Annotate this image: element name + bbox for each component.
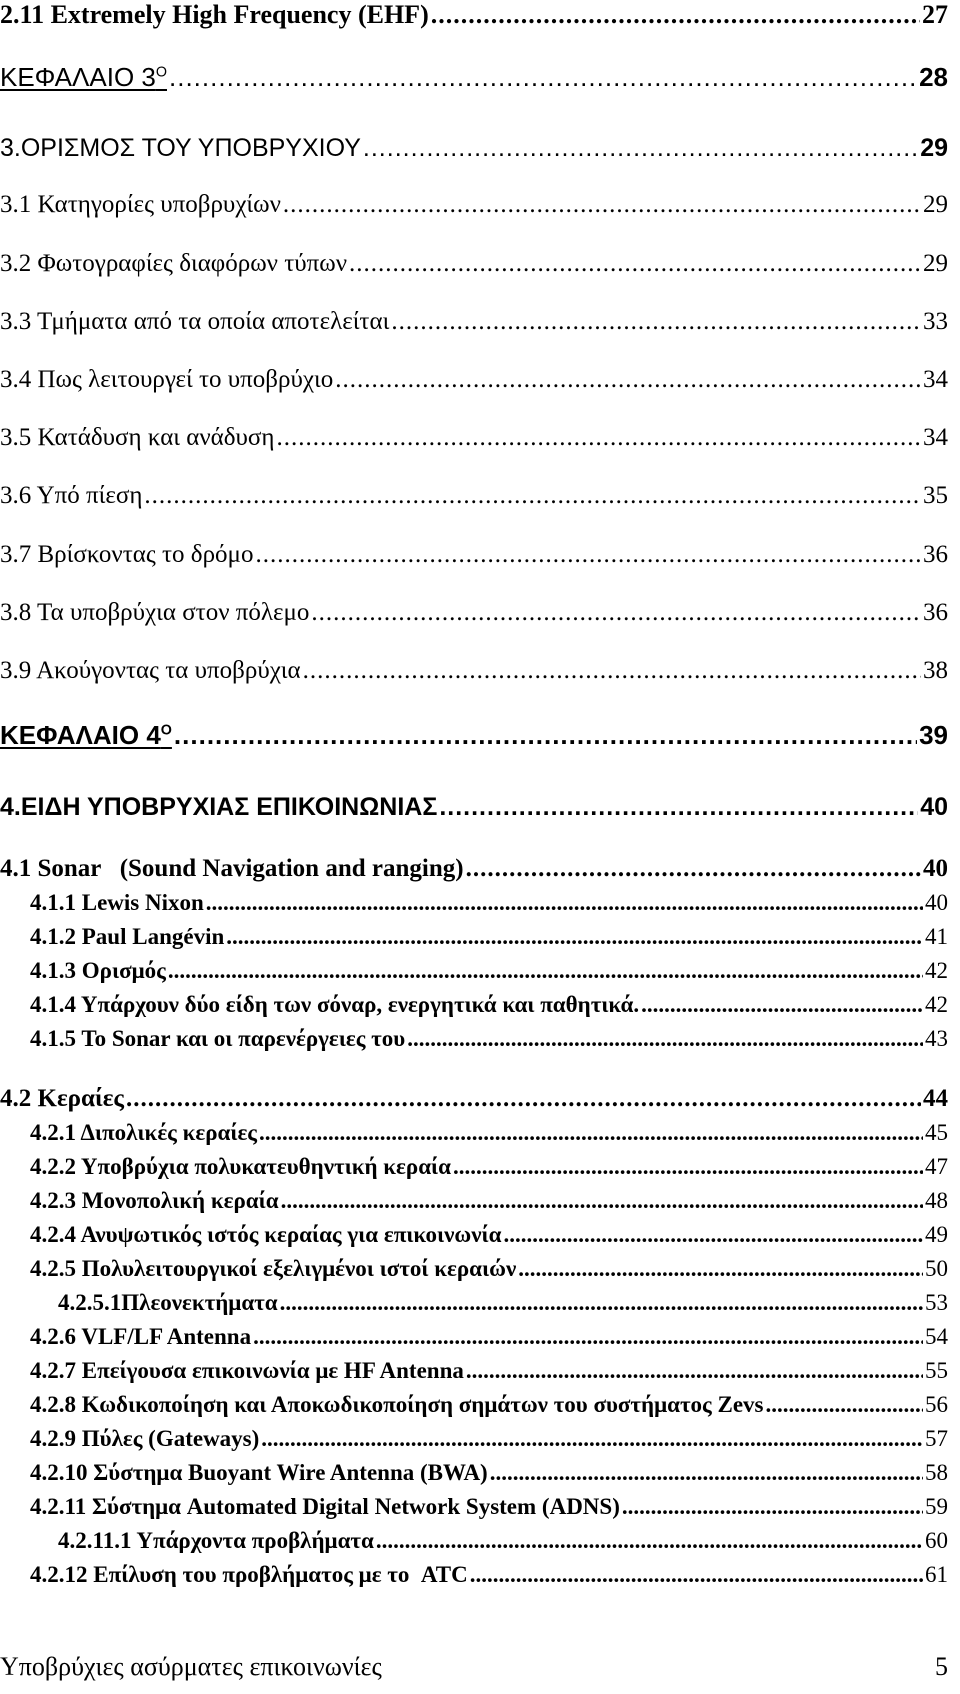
toc-entry-page: 49 (925, 1222, 948, 1247)
toc-entry-3-4[interactable] (0, 366, 948, 394)
toc-dot-leader (391, 308, 921, 336)
toc-entry-3-1[interactable] (0, 191, 948, 219)
toc-entry-page: 50 (925, 1256, 948, 1281)
toc-entry-label: 4.ΕΙΔΗ ΥΠΟΒΡΥΧΙΑΣ ΕΠΙΚΟΙΝΩΝΙΑΣ (0, 793, 438, 821)
toc-entry-page: 60 (925, 1528, 948, 1553)
toc-dot-leader (126, 1085, 921, 1113)
toc-dot-leader (641, 992, 923, 1018)
toc-entry-4-2-6[interactable] (0, 1324, 948, 1350)
toc-entry-4-1[interactable] (0, 855, 948, 883)
toc-entry-label: 4.2.7 Επείγουσα επικοινωνία με HF Antenna (30, 1358, 464, 1383)
toc-entry-label: 4.2.9 Πύλες (Gateways) (30, 1426, 260, 1451)
toc-entry-page: 40 (923, 855, 948, 882)
toc-entry-4-1-3[interactable] (0, 958, 948, 984)
toc-entry-label: 4.2.11.1 Υπάρχοντα προβλήματα (58, 1528, 374, 1553)
toc-entry-4-2-7[interactable] (0, 1358, 948, 1384)
toc-dot-leader (466, 855, 921, 883)
toc-entry-label: ΚΕΦΑΛΑΙΟ $4^O$ (0, 720, 172, 750)
toc-entry-label: 3.5 Κατάδυση και ανάδυση (0, 424, 275, 451)
toc-dot-leader (144, 482, 921, 510)
toc-dot-leader (255, 541, 921, 569)
toc-entry-4-2[interactable] (0, 1085, 948, 1113)
toc-entry-4-2-2[interactable] (0, 1154, 948, 1180)
toc-entry-2-11[interactable] (0, 0, 948, 30)
toc-entry-page: 34 (923, 366, 948, 393)
toc-dot-leader (261, 1426, 923, 1452)
toc-dot-leader (504, 1222, 924, 1248)
toc-entry-page: 36 (923, 599, 948, 626)
toc-dot-leader (277, 424, 922, 452)
toc-entry-label: 4.2.2 Υποβρύχια πολυκατευθηντική κεραία (30, 1154, 451, 1179)
toc-entry-label: 2.11 Extremely High Frequency (EHF) (0, 0, 429, 29)
toc-dot-leader (169, 62, 917, 93)
toc-dot-leader (253, 1324, 923, 1350)
toc-entry-4-2-5-1[interactable] (0, 1290, 948, 1316)
toc-entry-label: 4.1.4 Υπάρχουν δύο είδη των σόναρ, ενεργητικά και παθητικά. (30, 992, 640, 1017)
toc-entry-4[interactable] (0, 793, 948, 822)
toc-entry-label: 4.2.4 Ανυψωτικός ιστός κεραίας για επικοινωνία (30, 1222, 502, 1247)
toc-dot-leader (311, 599, 921, 627)
toc-entry-3-6[interactable] (0, 482, 948, 510)
toc-entry-label: 4.2 Κεραίες (0, 1085, 124, 1112)
toc-dot-leader (280, 1290, 923, 1316)
toc-entry-4-1-2[interactable] (0, 924, 948, 950)
toc-entry-page: 59 (925, 1494, 948, 1519)
toc-entry-4-1-5[interactable] (0, 1026, 948, 1052)
toc-dot-leader (303, 657, 921, 685)
toc-entry-page: 53 (925, 1290, 948, 1315)
toc-entry-3[interactable] (0, 134, 948, 163)
toc-entry-page: 40 (920, 793, 948, 821)
toc-dot-leader (206, 890, 923, 916)
toc-entry-label: 4.2.12 Επίλυση του προβλήματος με το ATC (30, 1562, 468, 1587)
toc-entry-page: 42 (925, 992, 948, 1017)
toc-entry-4-2-10[interactable] (0, 1460, 948, 1486)
toc-entry-label: 4.2.5 Πολυλειτουργικοί εξελιγμένοι ιστοί κεραιών (30, 1256, 517, 1281)
superscript-o: Ο (155, 64, 167, 81)
toc-dot-leader (168, 958, 923, 984)
toc-entry-label: ΚΕΦΑΛΑΙΟ $3^O$ (0, 62, 167, 92)
toc-dot-leader (431, 0, 920, 30)
toc-entry-page: 41 (925, 924, 948, 949)
toc-entry-label: 3.ΟΡΙΣΜΟΣ ΤΟΥ ΥΠΟΒΡΥΧΙΟΥ (0, 134, 361, 162)
toc-entry-page: 61 (925, 1562, 948, 1587)
toc-entry-label: 4.1.1 Lewis Nixon (30, 890, 204, 915)
toc-dot-leader (453, 1154, 923, 1180)
toc-entry-page: 27 (922, 0, 948, 29)
toc-entry-label: 3.6 Υπό πίεση (0, 482, 143, 509)
toc-dot-leader (376, 1528, 923, 1554)
toc-entry-page: 58 (925, 1460, 948, 1485)
toc-entry-page: 48 (925, 1188, 948, 1213)
toc-entry-label: 3.8 Τα υποβρύχια στον πόλεμο (0, 599, 310, 626)
toc-dot-leader (283, 191, 921, 219)
toc-entry-3-8[interactable] (0, 599, 948, 627)
toc-entry-label: 4.2.3 Μονοπολική κεραία (30, 1188, 279, 1213)
toc-dot-leader (174, 720, 917, 751)
toc-entry-page: 29 (923, 191, 948, 218)
toc-dot-leader (766, 1392, 923, 1418)
toc-dot-leader (439, 793, 918, 822)
toc-entry-label: 4.2.1 Διπολικές κεραίες (30, 1120, 258, 1145)
toc-entry-label: 3.3 Τμήματα από τα οποία αποτελείται (0, 308, 390, 335)
toc-entry-4-2-4[interactable] (0, 1222, 948, 1248)
toc-entry-label: 3.9 Ακούγοντας τα υποβρύχια (0, 657, 301, 684)
toc-entry-4-2-1[interactable] (0, 1120, 948, 1146)
toc-dot-leader (363, 134, 918, 163)
toc-entry-page: 35 (923, 482, 948, 509)
page-footer (0, 1652, 948, 1682)
toc-entry-label: 4.1.2 Paul Langévin (30, 924, 225, 949)
toc-entry-label: 3.2 Φωτογραφίες διαφόρων τύπων (0, 250, 348, 277)
toc-entry-label: 4.2.8 Κωδικοποίηση και Αποκωδικοποίηση σημάτων του συστήματος Zevs (30, 1392, 764, 1417)
toc-dot-leader (466, 1358, 923, 1384)
toc-entry-page: 34 (923, 424, 948, 451)
toc-entry-4-2-12[interactable] (0, 1562, 948, 1588)
toc-entry-label: 4.1.5 Το Sonar και οι παρενέργειες του (30, 1026, 406, 1051)
toc-dot-leader (281, 1188, 923, 1214)
toc-dot-leader (259, 1120, 923, 1146)
toc-entry-page: 56 (925, 1392, 948, 1417)
toc-entry-3-2[interactable] (0, 250, 948, 278)
toc-entry-4-2-9[interactable] (0, 1426, 948, 1452)
toc-entry-3-5[interactable] (0, 424, 948, 452)
footer-page-number: 5 (935, 1652, 948, 1681)
toc-entry-chapter-3[interactable] (0, 62, 948, 93)
toc-entry-chapter-4[interactable] (0, 720, 948, 751)
toc-entry-4-1-4[interactable] (0, 992, 948, 1018)
toc-entry-page: 29 (920, 134, 948, 162)
toc-entry-label: 4.2.5.1Πλεονεκτήματα (58, 1290, 278, 1315)
toc-entry-label: 4.2.11 Σύστημα Automated Digital Network System (ADNS) (30, 1494, 620, 1519)
toc-dot-leader (226, 924, 923, 950)
toc-entry-page: 45 (925, 1120, 948, 1145)
toc-entry-page: 36 (923, 541, 948, 568)
toc-entry-label: 4.1 Sonar (Sound Navigation and ranging) (0, 855, 464, 882)
toc-entry-page: 38 (923, 657, 948, 684)
toc-entry-4-2-5[interactable] (0, 1256, 948, 1282)
toc-entry-page: 54 (925, 1324, 948, 1349)
toc-entry-label: 4.2.10 Σύστημα Buoyant Wire Antenna (BWA) (30, 1460, 488, 1485)
toc-entry-page: 43 (925, 1026, 948, 1051)
toc-entry-page: 33 (923, 308, 948, 335)
toc-entry-4-2-11[interactable] (0, 1494, 948, 1520)
toc-entry-page: 57 (925, 1426, 948, 1451)
toc-entry-label: 4.1.3 Ορισμός (30, 958, 166, 983)
toc-dot-leader (407, 1026, 923, 1052)
toc-entry-page: 55 (925, 1358, 948, 1383)
toc-dot-leader (335, 366, 921, 394)
toc-entry-label: 3.7 Βρίσκοντας το δρόμο (0, 541, 254, 568)
toc-entry-4-1-1[interactable] (0, 890, 948, 916)
toc-entry-label: 3.4 Πως λειτουργεί το υποβρύχιο (0, 366, 334, 393)
toc-entry-3-9[interactable] (0, 657, 948, 685)
toc-entry-label: 4.2.6 VLF/LF Antenna (30, 1324, 252, 1349)
toc-entry-4-2-11-1[interactable] (0, 1528, 948, 1554)
toc-dot-leader (490, 1460, 923, 1486)
toc-dot-leader (622, 1494, 923, 1520)
toc-entry-3-7[interactable] (0, 541, 948, 569)
toc-entry-page: 47 (925, 1154, 948, 1179)
toc-entry-page: 42 (925, 958, 948, 983)
toc-entry-page: 40 (925, 890, 948, 915)
toc-entry-4-2-3[interactable] (0, 1188, 948, 1214)
toc-entry-page: 44 (923, 1085, 948, 1112)
toc-entry-label: 3.1 Κατηγορίες υποβρυχίων (0, 191, 281, 218)
toc-entry-3-3[interactable] (0, 308, 948, 336)
footer-title: Υποβρύχιες ασύρματες επικοινωνίες (0, 1652, 382, 1681)
toc-dot-leader (470, 1562, 923, 1588)
toc-entry-page: 39 (919, 720, 948, 750)
toc-dot-leader (349, 250, 921, 278)
toc-entry-4-2-8[interactable] (0, 1392, 948, 1418)
superscript-o: Ο (160, 722, 172, 739)
toc-dot-leader (518, 1256, 923, 1282)
toc-entry-page: 29 (923, 250, 948, 277)
toc-entry-page: 28 (919, 62, 948, 92)
